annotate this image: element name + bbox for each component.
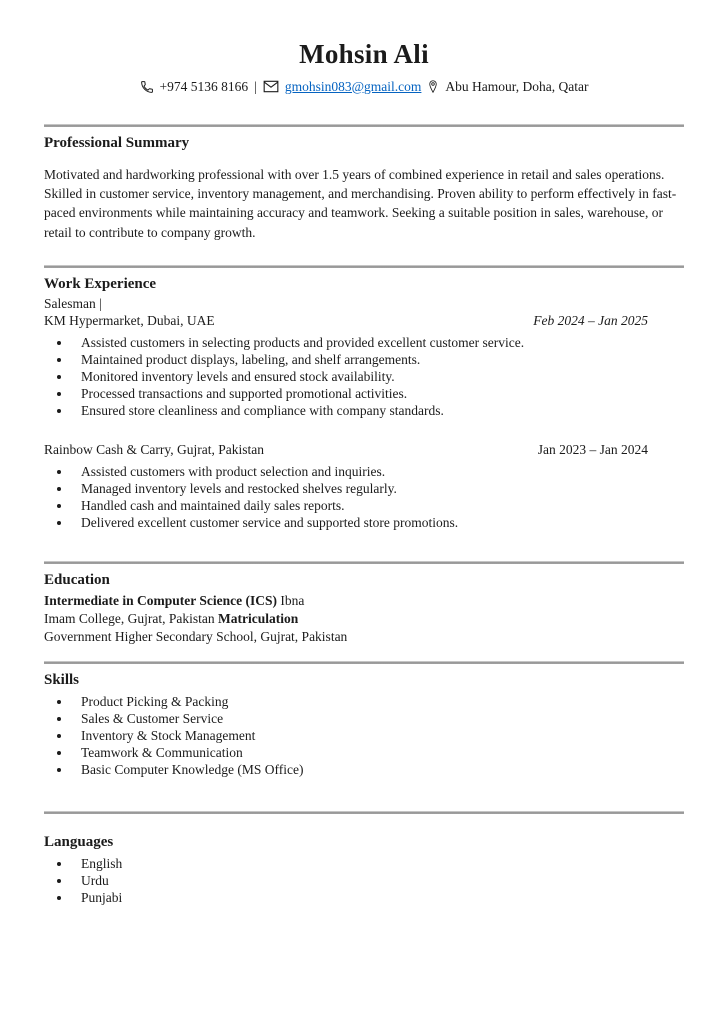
job-dates: Feb 2024 – Jan 2025 <box>533 313 648 329</box>
job-title: Salesman | <box>44 295 102 311</box>
section-divider <box>44 661 684 664</box>
job-bullet: • Delivered excellent customer service and supported store promotions. <box>72 514 684 531</box>
job-company-line <box>44 312 684 330</box>
resume-header <box>44 40 684 95</box>
work-heading: Work Experience <box>44 275 157 292</box>
section-divider <box>44 561 684 564</box>
job-bullet: • Handled cash and maintained daily sales reports. <box>72 497 684 514</box>
education-line <box>44 592 684 610</box>
location-pin-icon <box>427 79 439 94</box>
education-heading: Education <box>44 571 110 588</box>
summary-paragraph: Motivated and hardworking professional with over 1.5 years of combined experience in retail and sales operations. Skilled in customer service, inventory management, and merchandising. Proven ability to perform effectively in fast-paced environments while maintaining accuracy and teamwork. Seeking a suitable position in sales, warehouse, or retail to contribute to company growth. <box>44 166 677 240</box>
contact-row <box>44 79 684 95</box>
contact-divider: | <box>254 78 257 94</box>
job-bullet: • Processed transactions and supported promotional activities. <box>72 385 684 402</box>
skill-item: • Basic Computer Knowledge (MS Office) <box>72 761 684 778</box>
phone-icon <box>140 80 154 94</box>
institution-name: Imam College, Gujrat, Pakistan <box>44 610 218 626</box>
job-bullet: • Monitored inventory levels and ensured stock availability. <box>72 368 684 385</box>
job-entry <box>44 441 684 531</box>
envelope-icon <box>263 80 279 93</box>
job-bullet: • Assisted customers with product selection and inquiries. <box>72 463 684 480</box>
job-bullet: • Managed inventory levels and restocked shelves regularly. <box>72 480 684 497</box>
institution-name: Government Higher Secondary School, Gujrat, Pakistan <box>44 628 348 644</box>
job-bullet-list <box>44 463 684 531</box>
language-item: • English <box>72 855 684 872</box>
education-line <box>44 610 684 628</box>
education-line <box>44 628 684 646</box>
skills-list <box>44 693 684 778</box>
job-bullet-list <box>44 334 684 419</box>
skill-item: • Teamwork & Communication <box>72 744 684 761</box>
phone-number: +974 5136 8166 <box>159 78 249 94</box>
education-details <box>44 592 684 646</box>
job-entry <box>44 295 684 419</box>
skills-heading: Skills <box>44 671 80 688</box>
location-text: Abu Hamour, Doha, Qatar <box>445 78 589 94</box>
language-item: • Urdu <box>72 872 684 889</box>
job-company-line <box>44 441 684 459</box>
degree-suffix: Ibna <box>276 592 305 608</box>
section-divider <box>44 124 684 127</box>
job-company: KM Hypermarket, Dubai, UAE <box>44 313 215 329</box>
job-bullet: • Ensured store cleanliness and compliance with company standards. <box>72 402 684 419</box>
language-item: • Punjabi <box>72 889 684 906</box>
section-divider <box>44 811 684 814</box>
skill-item: • Sales & Customer Service <box>72 710 684 727</box>
candidate-name: Mohsin Ali <box>299 39 429 69</box>
email-link[interactable]: gmohsin083@gmail.com <box>284 78 422 94</box>
job-bullet: • Maintained product displays, labeling, and shelf arrangements. <box>72 351 684 368</box>
job-company: Rainbow Cash & Carry, Gujrat, Pakistan <box>44 441 264 457</box>
degree-name: Intermediate in Computer Science (ICS) <box>44 592 277 608</box>
summary-heading: Professional Summary <box>44 134 190 151</box>
section-divider <box>44 265 684 268</box>
degree-name: Matriculation <box>217 610 299 626</box>
job-dates: Jan 2023 – Jan 2024 <box>537 441 648 457</box>
skill-item: • Product Picking & Packing <box>72 693 684 710</box>
skill-item: • Inventory & Stock Management <box>72 727 684 744</box>
job-bullet: • Assisted customers in selecting products and provided excellent customer service. <box>72 334 684 351</box>
languages-list <box>44 855 684 906</box>
languages-heading: Languages <box>44 833 114 850</box>
